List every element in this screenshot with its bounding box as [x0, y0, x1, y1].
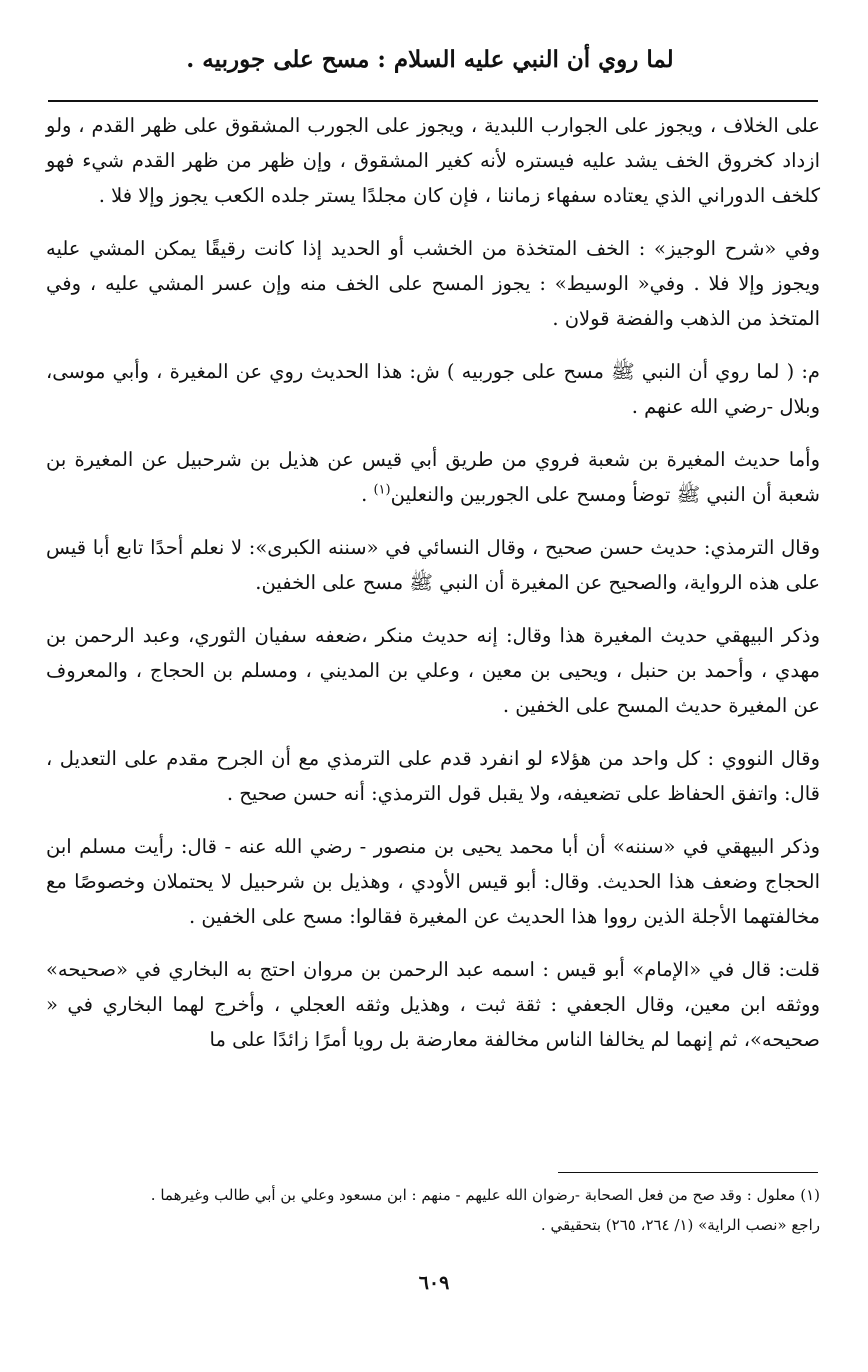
paragraph-2: وفي «شرح الوجيز» : الخف المتخذة من الخشب أو الحديد إذا كانت رقيقًا يمكن المشي عليه ويجوز وإلا فلا . وفي« الوسيط» : يجوز المسح على الخف منه وإن عسر المشي عليه ، وفي المتخذ من الذهب والفضة قولان .: [46, 237, 820, 330]
page-number: ٦٠٩: [418, 1272, 450, 1294]
paragraph-8: وذكر البيهقي في «سننه» أن أبا محمد يحيى بن منصور - رضي الله عنه - قال: رأيت مسلم ابن الحجاج وضعف هذا الحديث. وقال: أبو قيس الأودي ، وهذيل بن شرحبيل لا يحتملان وخصوصًا مع مخالفتهما الأجلة الذين رووا هذا الحديث عن المغيرة فقالوا: مسح على الخفين .: [46, 835, 820, 928]
paragraph-5: وقال الترمذي: حديث حسن صحيح ، وقال النسائي في «سننه الكبرى»: لا نعلم أحدًا تابع أبا قيس على هذه الرواية، والصحيح عن المغيرة أن النبي ﷺ مسح على الخفين.: [46, 536, 820, 594]
paragraph-7: وقال النووي : كل واحد من هؤلاء لو انفرد قدم على الترمذي مع أن الجرح مقدم على التعديل ، قال: واتفق الحفاظ على تضعيفه، ولا يقبل قول الترمذي: أنه حسن صحيح .: [46, 747, 820, 805]
paragraph-6: وذكر البيهقي حديث المغيرة هذا وقال: إنه حديث منكر ،ضعفه سفيان الثوري، وعبد الرحمن بن مهدي ، وأحمد بن حنبل ، ويحيى بن معين ، وعلي بن المديني ، ومسلم بن الحجاج ، والمعروف عن المغيرة حديث المسح على الخفين .: [46, 624, 820, 717]
footnote-line-1: (١) معلول : وقد صح من فعل الصحابة -رضوان الله عليهم - منهم : ابن مسعود وعلي بن أبي طالب وغيرهما .: [150, 1186, 820, 1204]
paragraph-9: قلت: قال في «الإمام» أبو قيس : اسمه عبد الرحمن بن مروان احتج به البخاري في «صحيحه» ووثقه ابن معين، وقال الجعفي : ثقة ثبت ، وهذيل وثقه العجلي ، وأخرج لهما البخاري في « صحيحه»، ثم إنهما لم يخالفا الناس مخالفة معارضة بل رويا أمرًا زائدًا على ما: [46, 958, 820, 1051]
footnotes: [46, 1180, 820, 1240]
paragraph-4-text: وأما حديث المغيرة بن شعبة فروي من طريق أبي قيس عن هذيل بن شرحبيل عن المغيرة بن شعبة أن النبي ﷺ توضأ ومسح على الجوربين والنعلين: [46, 448, 820, 506]
paragraph-4-end: .: [361, 483, 374, 506]
footnote-reference: (١): [373, 482, 391, 498]
footnote-line-2: راجع «نصب الراية» (١/ ٢٦٤، ٢٦٥) بتحقيقي .: [540, 1216, 820, 1234]
header-divider: [48, 100, 818, 102]
running-header: لما روي أن النبي عليه السلام : مسح على جوربيه .: [186, 46, 674, 73]
paragraph-3: م: ( لما روي أن النبي ﷺ مسح على جوربيه ) ش: هذا الحديث روي عن المغيرة ، وأبي موسى، وبلال -رضي الله عنهم .: [46, 360, 820, 418]
main-text: [46, 108, 820, 1057]
paragraph-1: على الخلاف ، ويجوز على الجوارب اللبدية ، ويجوز على الجورب المشقوق على ظهر القدم ، ولو ازداد كخروق الخف يشد عليه فيستره لأنه كغير المشقوق ، وإن ظهر من ظهر القدم شيء فهو كلخف الدوراني الذي يعتاده سفهاء زماننا ، فإن كان مجلدًا يستر جلده الكعب يجوز وإلا فلا .: [46, 114, 820, 207]
footnote-divider: [558, 1172, 818, 1173]
paragraph-4: [46, 442, 820, 512]
